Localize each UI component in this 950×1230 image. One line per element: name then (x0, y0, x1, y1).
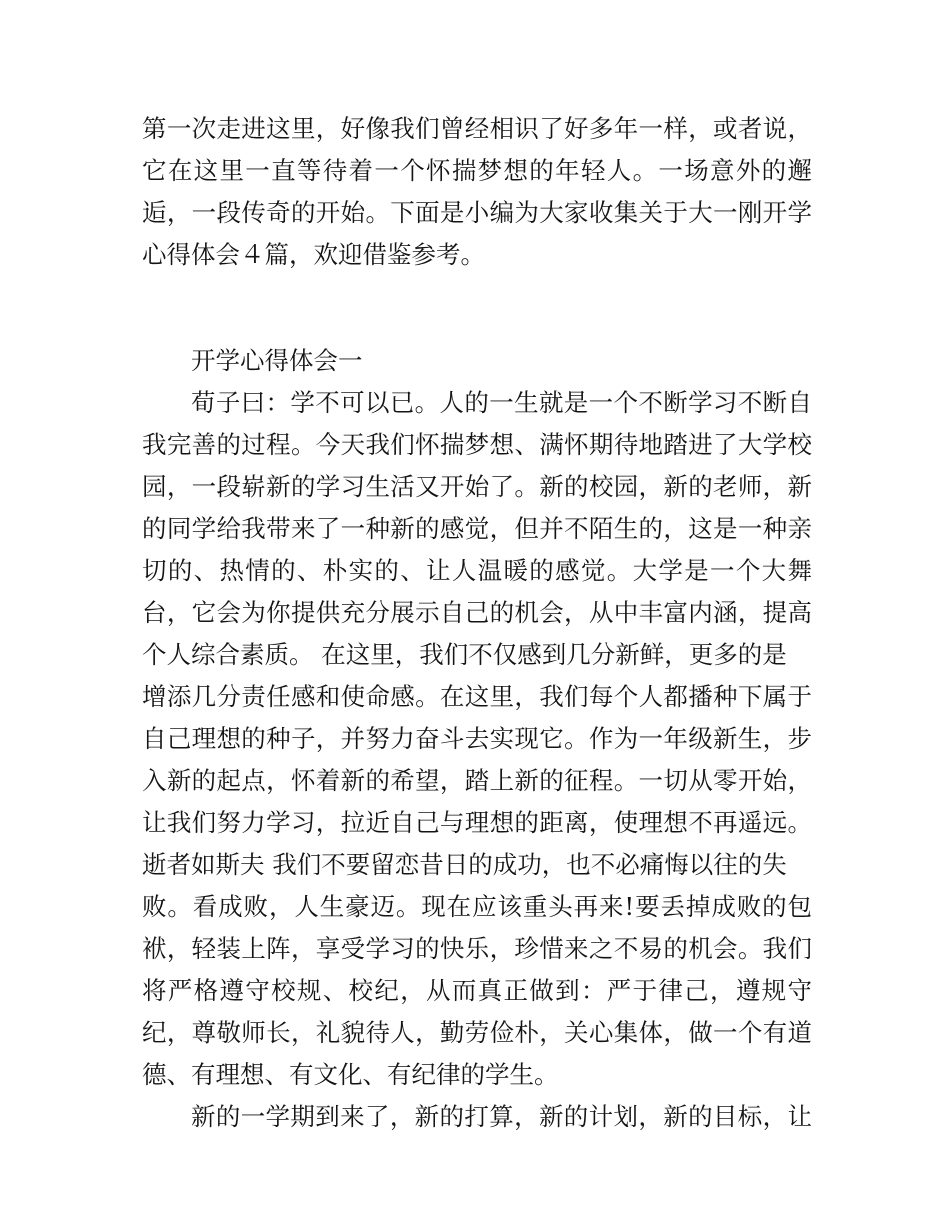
document-body (142, 108, 812, 1138)
text-line: 逝者如斯夫 我们不要留恋昔日的成功，也不必痛悔以往的失 (142, 850, 787, 879)
text-line: 个人综合素质。 在这里，我们不仅感到几分新鲜，更多的是 (142, 640, 787, 669)
paragraph-spacer (142, 276, 812, 340)
body-paragraph-2 (142, 1096, 812, 1138)
intro-paragraph (142, 108, 812, 276)
text-line: 将严格遵守校规、校纪，从而真正做到：严于律己，遵规守 (142, 976, 812, 1005)
text-line: 自己理想的种子，并努力奋斗去实现它。作为一年级新生，步 (142, 724, 812, 753)
text-line: 让我们努力学习，拉近自己与理想的距离，使理想不再遥远。 (142, 808, 812, 837)
text-line: 心得体会４篇，欢迎借鉴参考。 (142, 240, 485, 269)
text-line: 我完善的过程。今天我们怀揣梦想、满怀期待地踏进了大学校 (142, 430, 812, 459)
text-line: 入新的起点，怀着新的希望，踏上新的征程。一切从零开始， (142, 766, 812, 795)
text-line: 增添几分责任感和使命感。在这里，我们每个人都播种下属于 (142, 682, 812, 711)
text-line: 的同学给我带来了一种新的感觉，但并不陌生的，这是一种亲 (142, 514, 812, 543)
text-line: 切的、热情的、朴实的、让人温暖的感觉。大学是一个大舞 (142, 556, 812, 585)
text-line: 纪，尊敬师长，礼貌待人，勤劳俭朴，关心集体，做一个有道 (142, 1018, 812, 1047)
text-line: 它在这里一直等待着一个怀揣梦想的年轻人。一场意外的邂 (142, 156, 812, 185)
text-line: 新的一学期到来了，新的打算，新的计划，新的目标，让 (191, 1102, 812, 1131)
text-line: 园，一段崭新的学习生活又开始了。新的校园，新的老师，新 (142, 472, 812, 501)
section-heading: 开学心得体会一 (191, 346, 363, 375)
text-line: 荀子曰：学不可以已。人的一生就是一个不断学习不断自 (191, 388, 812, 417)
text-line: 败。看成败，人生豪迈。现在应该重头再来!要丢掉成败的包 (142, 892, 812, 921)
text-line: 袱，轻装上阵，享受学习的快乐，珍惜来之不易的机会。我们 (142, 934, 812, 963)
body-paragraph-1 (142, 382, 812, 1096)
text-line: 台，它会为你提供充分展示自己的机会，从中丰富内涵，提高 (142, 598, 812, 627)
text-line: 德、有理想、有文化、有纪律的学生。 (142, 1060, 559, 1089)
text-line: 逅，一段传奇的开始。下面是小编为大家收集关于大一刚开学 (142, 198, 812, 227)
text-line: 第一次走进这里，好像我们曾经相识了好多年一样，或者说， (142, 114, 812, 143)
